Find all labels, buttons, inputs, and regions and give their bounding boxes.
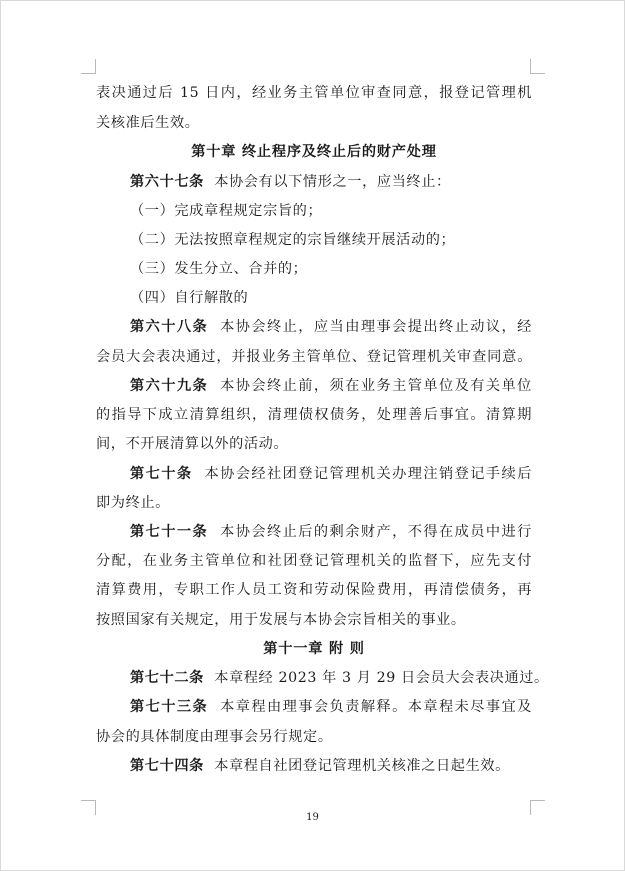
article-text: 本章程经 2023 年 3 月 29 日会员大会表决通过。 — [214, 670, 549, 686]
text-line: 间，不开展清算以外的活动。 — [96, 436, 289, 452]
page-number: 19 — [306, 812, 319, 823]
text-line: 的指导下成立清算组织，清理债权债务，处理善后事宜。清算期 — [96, 407, 532, 423]
text-line: 关核准后生效。 — [96, 115, 200, 131]
text-line: 即为终止。 — [96, 495, 170, 511]
article-label: 第七十一条 — [130, 524, 209, 540]
crop-mark-top-right — [530, 59, 545, 74]
article-71 — [130, 517, 532, 547]
article-text: 本章程自社团登记管理机关核准之日起生效。 — [214, 758, 510, 774]
article-73 — [130, 692, 532, 722]
article-70 — [130, 459, 532, 489]
chapter-10-heading: 第十章 终止程序及终止后的财产处理 — [191, 144, 437, 160]
article-label: 第六十七条 — [130, 174, 204, 190]
article-text: 本协会终止前，须在业务主管单位及有关单位 — [220, 378, 532, 394]
list-item: （二）无法按照章程规定的宗旨继续开展活动的； — [130, 232, 456, 248]
article-74 — [130, 751, 510, 781]
text-line: 分配，在业务主管单位和社团登记管理机关的监督下，应先支付 — [96, 553, 532, 569]
list-item: （一）完成章程规定宗旨的； — [130, 203, 323, 219]
text-line: 表决通过后 15 日内，经业务主管单位审查同意，报登记管理机 — [96, 85, 532, 101]
article-67 — [130, 167, 451, 197]
article-label: 第六十八条 — [130, 319, 209, 335]
list-item: （四）自行解散的 — [130, 290, 249, 306]
article-label: 第七十条 — [130, 466, 193, 482]
article-69 — [130, 371, 532, 401]
text-line: 按照国家有关规定，用于发展与本协会宗旨相关的事业。 — [96, 612, 466, 628]
chapter-11-heading: 第十一章 附 则 — [263, 641, 365, 657]
article-72 — [130, 663, 549, 693]
article-label: 第六十九条 — [130, 378, 209, 394]
article-label: 第七十三条 — [130, 699, 209, 715]
article-text: 本协会有以下情形之一，应当终止： — [214, 174, 451, 190]
text-line: 会员大会表决通过，并报业务主管单位、登记管理机关审查同意。 — [96, 349, 532, 365]
article-text: 本协会终止，应当由理事会提出终止动议，经 — [220, 319, 532, 335]
text-line: 协会的具体制度由理事会另行规定。 — [96, 729, 333, 745]
crop-mark-top-left — [81, 59, 96, 74]
text-line: 清算费用，专职工作人员工资和劳动保险费用，再清偿债务，再 — [96, 582, 532, 598]
article-label: 第七十二条 — [130, 670, 204, 686]
list-item: （三）发生分立、合并的； — [130, 261, 308, 277]
article-text: 本协会经社团登记管理机关办理注销登记手续后 — [204, 466, 532, 482]
article-68 — [130, 312, 532, 342]
article-label: 第七十四条 — [130, 758, 204, 774]
article-text: 本协会终止后的剩余财产，不得在成员中进行 — [220, 524, 532, 540]
article-text: 本章程由理事会负责解释。本章程未尽事宜及 — [220, 699, 532, 715]
